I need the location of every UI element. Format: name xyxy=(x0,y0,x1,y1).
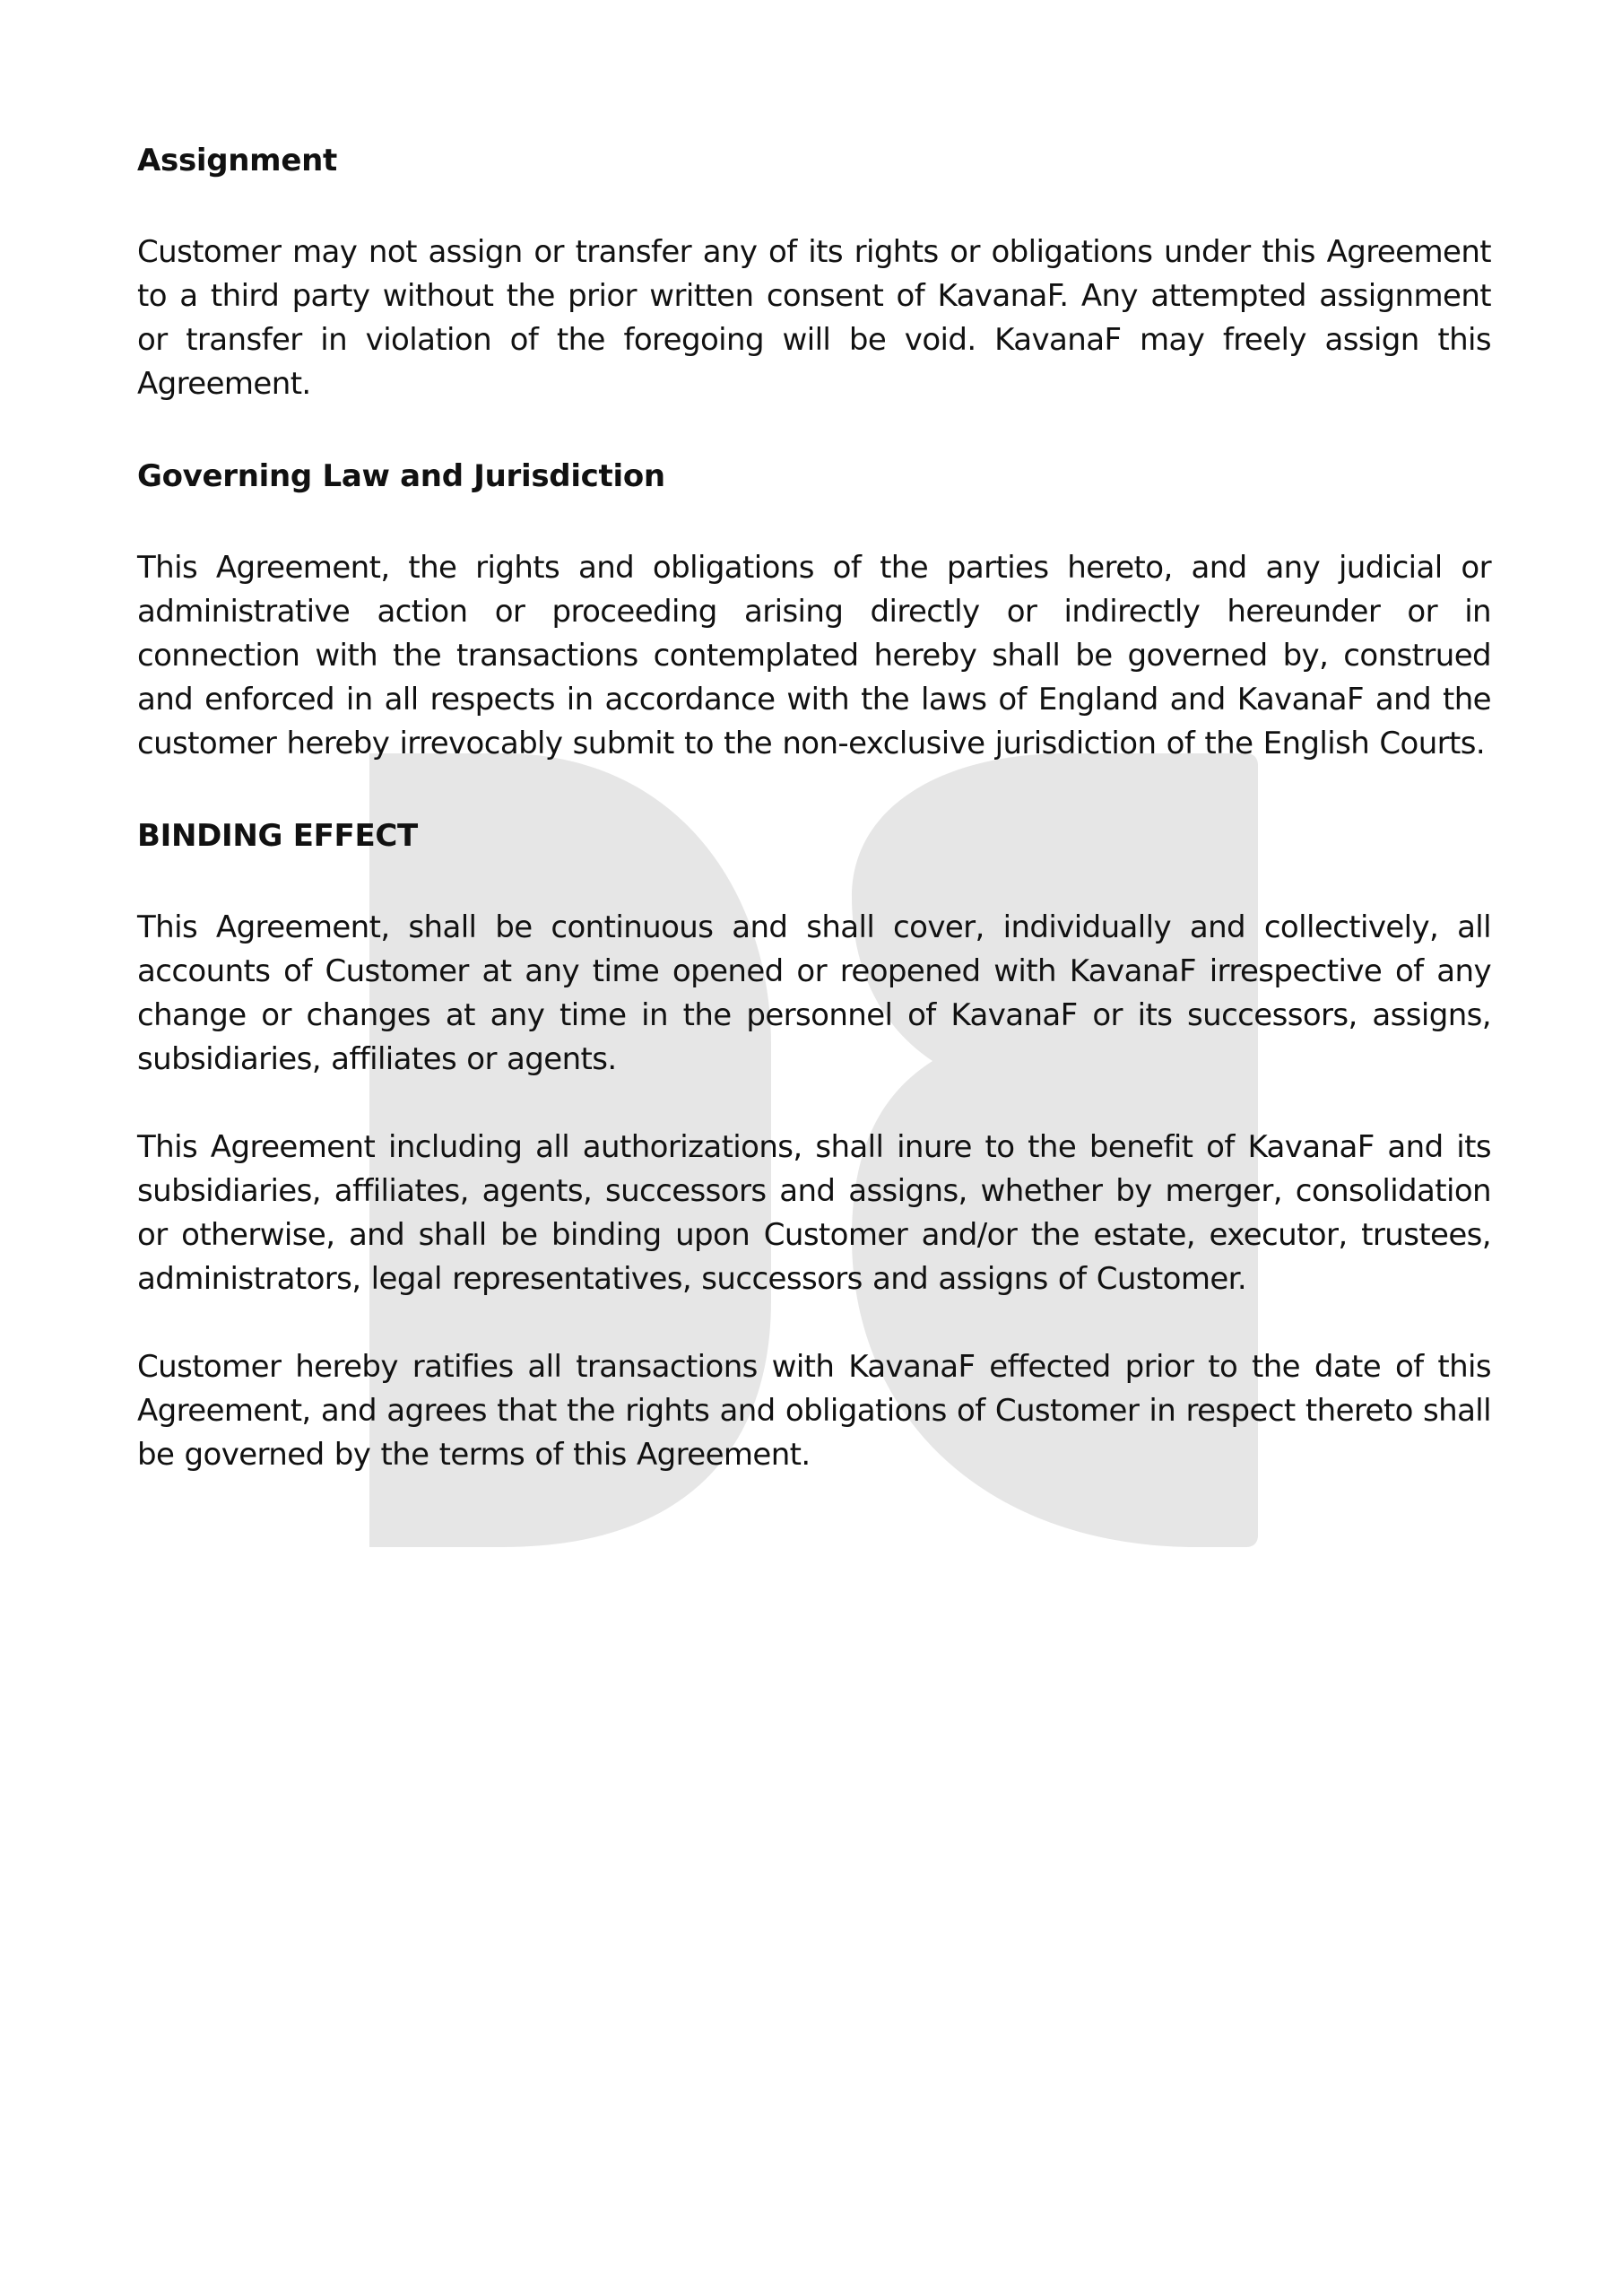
document-body xyxy=(137,135,1491,1477)
section-heading-binding-effect: BINDING EFFECT xyxy=(137,818,418,854)
section-heading-assignment: Assignment xyxy=(137,143,337,178)
binding-effect-paragraph-2: This Agreement including all authorizations, shall inure to the benefit of KavanaF and its subsidiaries, affiliates, agents, successors and assigns, whether by merger, consolidation or otherwise, and shall be binding upon Customer and/or the estate, executor, trustees, administrators, legal representatives, successors and assigns of Customer. xyxy=(137,1129,1491,1297)
binding-effect-paragraph-3: Customer hereby ratifies all transactions with KavanaF effected prior to the date of this Agreement, and agrees that the rights and obligations of Customer in respect thereto shall be governed by the terms of this Agreement. xyxy=(137,1349,1491,1473)
binding-effect-paragraph-1: This Agreement, shall be continuous and shall cover, individually and collectively, all accounts of Customer at any time opened or reopened with KavanaF irrespective of any change or changes at any time in the personnel of KavanaF or its successors, assigns, subsidiaries, affiliates or agents. xyxy=(137,909,1491,1077)
section-heading-governing-law: Governing Law and Jurisdiction xyxy=(137,458,665,494)
assignment-paragraph: Customer may not assign or transfer any of its rights or obligations under this Agreement to a third party without the prior written consent of KavanaF. Any attempted assignment or transfer in violation of the foregoing will be void. KavanaF may freely assign this Agreement. xyxy=(137,234,1491,402)
governing-law-paragraph: This Agreement, the rights and obligations of the parties hereto, and any judicial or administrative action or proceeding arising directly or indirectly hereunder or in connection with the transactions contemplated hereby shall be governed by, construed and enforced in all respects in accordance with the laws of England and KavanaF and the customer hereby irrevocably submit to the non-exclusive jurisdiction of the English Courts. xyxy=(137,550,1491,761)
